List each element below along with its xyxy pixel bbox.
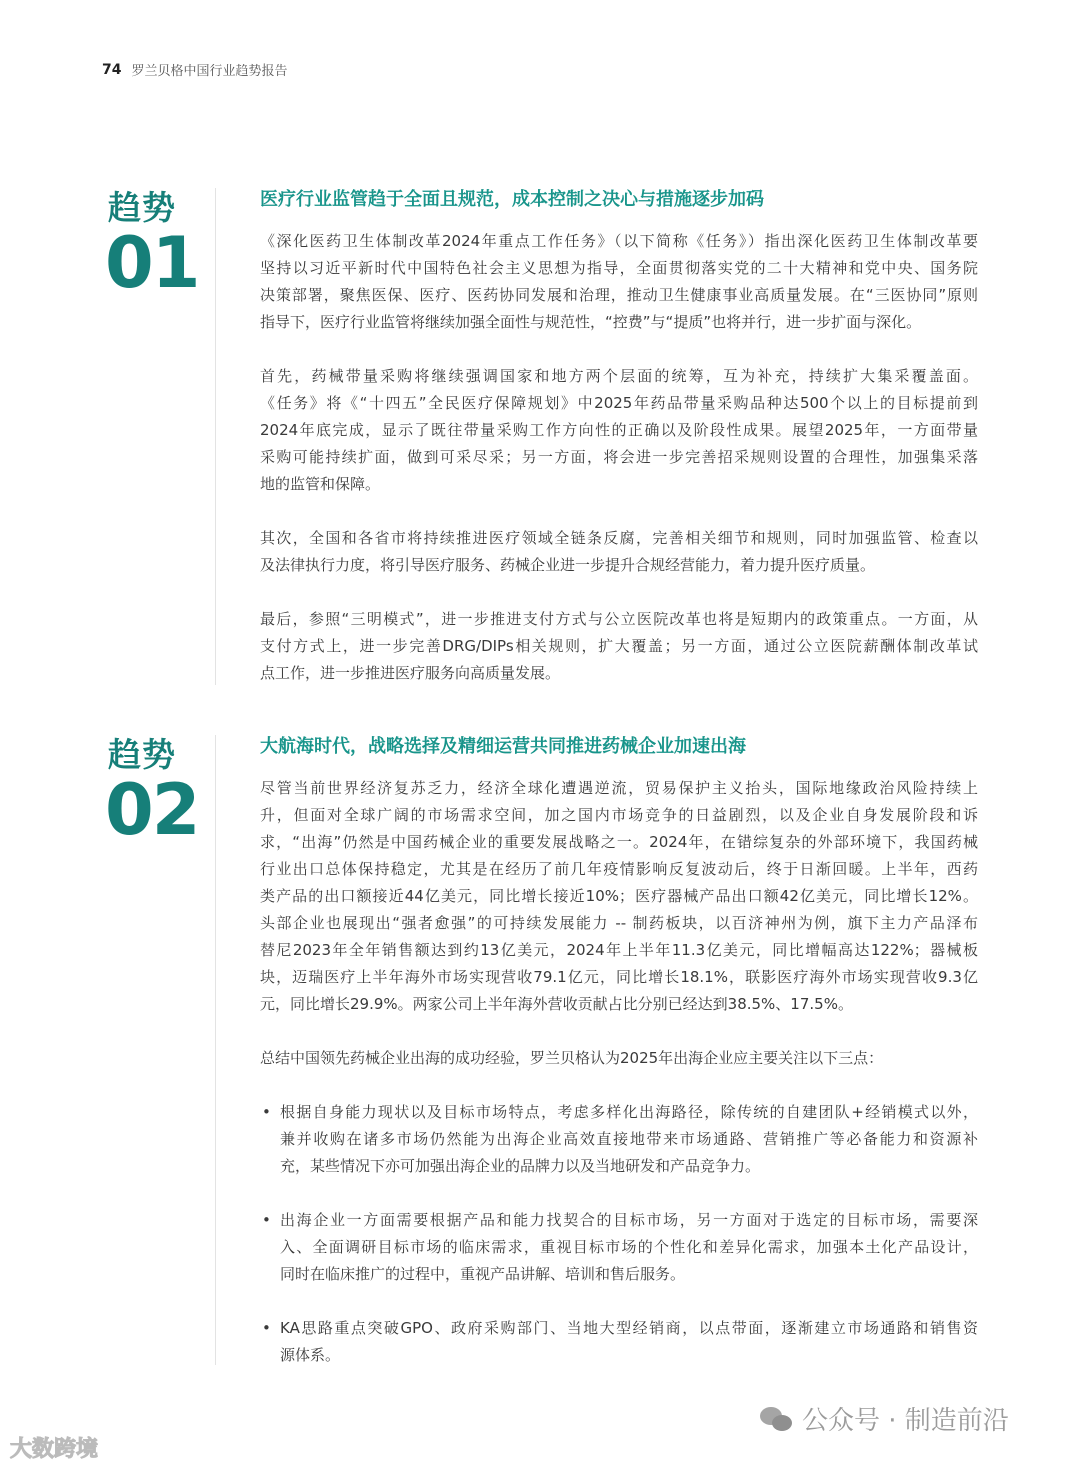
text-line: 总结中国领先药械企业出海的成功经验，罗兰贝格认为2025年出海企业应主要关注以下三点： — [260, 1049, 884, 1067]
paragraph — [260, 525, 978, 579]
text-line: 升，但面对全球广阔的市场需求空间，加之国内市场竞争的日益剧烈，以及企业自身发展阶段和诉 — [260, 806, 978, 824]
text-line: 最后，参照“三明模式”，进一步推进支付方式与公立医院改革也将是短期内的政策重点。一方面，从 — [260, 610, 978, 628]
section-content — [260, 188, 978, 714]
trend-word: 趋势 — [108, 188, 176, 227]
text-line: 地的监管和保障。 — [260, 475, 381, 493]
text-line: 头部企业也展现出“强者愈强”的可持续发展能力 -- 制药板块，以百济神州为例，旗下主力产品泽布 — [260, 914, 978, 932]
bullet-item — [260, 1315, 978, 1369]
text-line: 源体系。 — [280, 1346, 341, 1364]
text-line: 同时在临床推广的过程中，重视产品讲解、培训和售后服务。 — [280, 1265, 686, 1283]
trend-word: 趋势 — [108, 735, 176, 774]
trend-number: 01 — [105, 222, 199, 304]
text-line: 入、全面调研目标市场的临床需求，重视目标市场的个性化和差异化需求，加强本土化产品设计， — [280, 1238, 978, 1256]
page-header — [102, 60, 288, 79]
text-line: 《任务》将《“十四五”全民医疗保障规划》中2025年药品带量采购品种达500个以上的目标提前到 — [260, 394, 978, 412]
wechat-icon — [760, 1405, 794, 1433]
text-line: 《深化医药卫生体制改革2024年重点工作任务》（以下简称《任务》）指出深化医药卫生体制改革要 — [260, 232, 978, 250]
text-line: 其次，全国和各省市将持续推进医疗领域全链条反腐，完善相关细节和规则，同时加强监管、检查以 — [260, 529, 978, 547]
text-line: KA思路重点突破GPO、政府采购部门、当地大型经销商，以点带面，逐渐建立市场通路和销售资 — [280, 1319, 978, 1337]
wechat-watermark-text: 公众号 · 制造前沿 — [802, 1406, 1009, 1436]
text-line: 充，某些情况下亦可加强出海企业的品牌力以及当地研发和产品竞争力。 — [280, 1157, 761, 1175]
section-content — [260, 735, 978, 1396]
trend-label — [105, 188, 199, 304]
text-line: 支付方式上，进一步完善DRG/DIPs相关规则，扩大覆盖；另一方面，通过公立医院薪酬体制改革试 — [260, 637, 978, 655]
text-line: 替尼2023年全年销售额达到约13亿美元，2024年上半年11.3亿美元，同比增幅高达122%；器械板 — [260, 941, 978, 959]
text-line: 及法律执行力度，将引导医疗服务、药械企业进一步提升合规经营能力，着力提升医疗质量。 — [260, 556, 876, 574]
text-line: 类产品的出口额接近44亿美元，同比增长接近10%；医疗器械产品出口额42亿美元，同比增长12%。 — [260, 887, 978, 905]
text-line: 出海企业一方面需要根据产品和能力找契合的目标市场，另一方面对于选定的目标市场，需要深 — [280, 1211, 978, 1229]
text-line: 根据自身能力现状以及目标市场特点，考虑多样化出海路径，除传统的自建团队+经销模式以外， — [280, 1103, 978, 1121]
text-line: 尽管当前世界经济复苏乏力，经济全球化遭遇逆流，贸易保护主义抬头，国际地缘政治风险持续上 — [260, 779, 978, 797]
text-line: 坚持以习近平新时代中国特色社会主义思想为指导，全面贯彻落实党的二十大精神和党中央、国务院 — [260, 259, 978, 277]
paragraph — [260, 228, 978, 336]
bullet-icon: • — [262, 1103, 271, 1121]
text-line: 块，迈瑞医疗上半年海外市场实现营收79.1亿元，同比增长18.1%，联影医疗海外市场实现营收9.3亿 — [260, 968, 978, 986]
corner-watermark-text: 大数跨境 — [10, 1437, 99, 1462]
text-line: 指导下，医疗行业监管将继续加强全面性与规范性，“控费”与“提质”也将并行，进一步扩面与深化。 — [260, 313, 922, 331]
text-line: 行业出口总体保持稳定，尤其是在经历了前几年疫情影响反复波动后，终于日渐回暖。上半年，西药 — [260, 860, 978, 878]
text-line: 首先，药械带量采购将继续强调国家和地方两个层面的统筹，互为补充，持续扩大集采覆盖面。 — [260, 367, 978, 385]
section-title: 大航海时代，战略选择及精细运营共同推进药械企业加速出海 — [260, 736, 746, 757]
section-divider — [215, 735, 216, 1365]
section-title: 医疗行业监管趋于全面且规范，成本控制之决心与措施逐步加码 — [260, 189, 764, 210]
report-title: 罗兰贝格中国行业趋势报告 — [131, 64, 288, 79]
bullet-item — [260, 1207, 978, 1288]
paragraph — [260, 363, 978, 498]
text-line: 求，“出海”仍然是中国药械企业的重要发展战略之一。2024年，在错综复杂的外部环境下，我国药械 — [260, 833, 978, 851]
page-number: 74 — [102, 61, 122, 78]
trend-label — [105, 735, 199, 851]
wechat-watermark — [760, 1400, 1009, 1437]
text-line: 采购可能持续扩面，做到可采尽采；另一方面，将会进一步完善招采规则设置的合理性，加强集采落 — [260, 448, 978, 466]
trend-number: 02 — [105, 769, 199, 851]
text-line: 决策部署，聚焦医保、医疗、医药协同发展和治理，推动卫生健康事业高质量发展。在“三医协同”原则 — [260, 286, 978, 304]
bullet-icon: • — [262, 1319, 271, 1337]
text-line: 2024年底完成，显示了既往带量采购工作方向性的正确以及阶段性成果。展望2025年，一方面带量 — [260, 421, 978, 439]
bullet-icon: • — [262, 1211, 271, 1229]
corner-watermark — [10, 1432, 98, 1463]
paragraph — [260, 1045, 978, 1072]
text-line: 兼并收购在诸多市场仍然能为出海企业高效直接地带来市场通路、营销推广等必备能力和资源补 — [280, 1130, 978, 1148]
text-line: 元，同比增长29.9%。两家公司上半年海外营收贡献占比分别已经达到38.5%、17.5%。 — [260, 995, 853, 1013]
bullet-item — [260, 1099, 978, 1180]
section-divider — [215, 188, 216, 685]
paragraph — [260, 775, 978, 1018]
text-line: 点工作，进一步推进医疗服务向高质量发展。 — [260, 664, 561, 682]
paragraph — [260, 606, 978, 687]
